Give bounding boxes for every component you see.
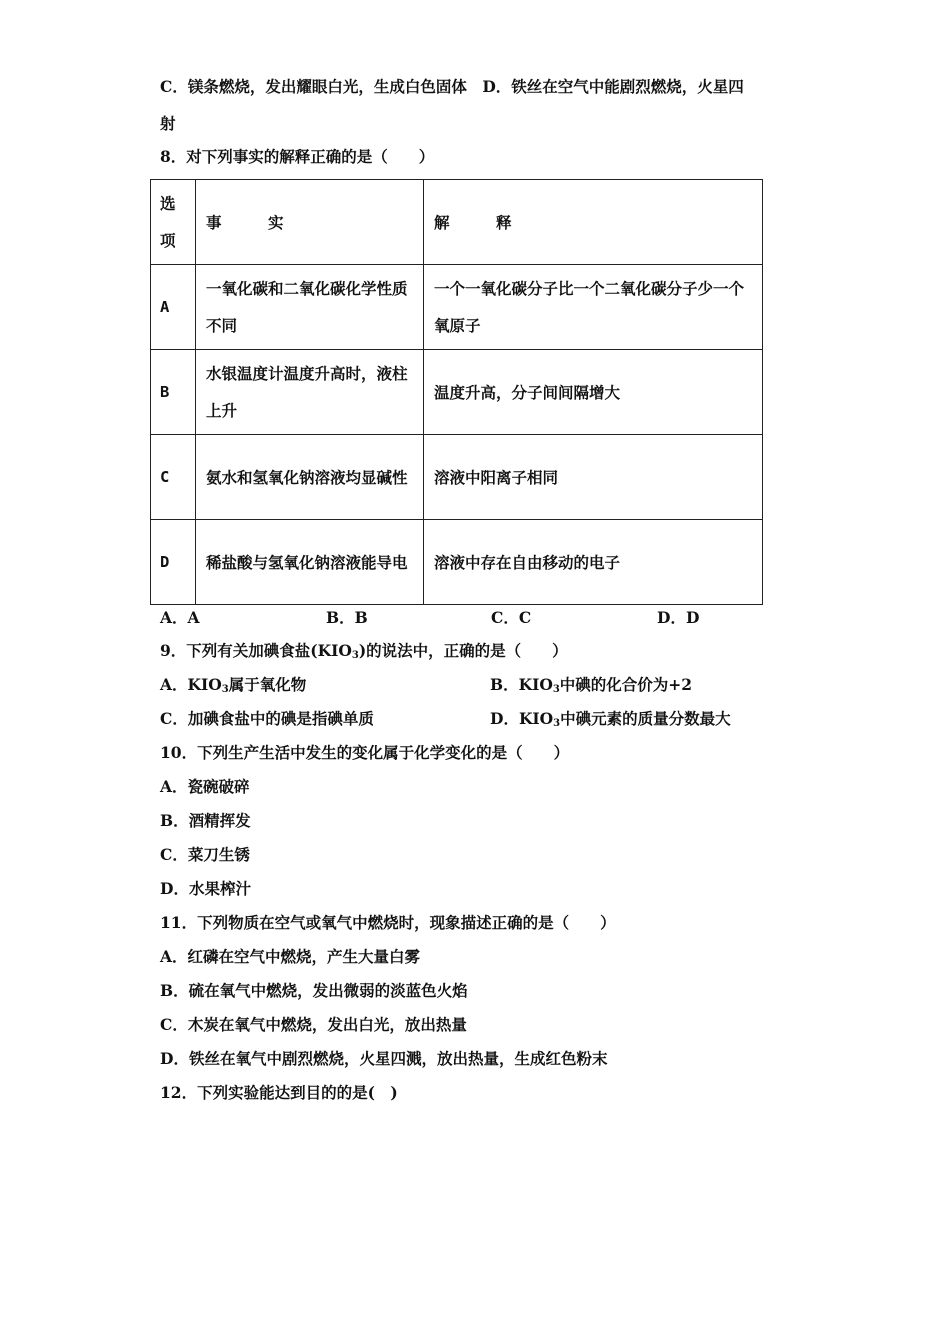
q9-option-a-post: 属于氧化物: [228, 675, 307, 694]
q9-option-a-sub: 3: [221, 684, 229, 695]
q10-option-b: B．酒精挥发: [160, 811, 251, 830]
row-fact: 稀盐酸与氢氧化钠溶液能导电: [196, 520, 424, 605]
row-key: D: [151, 520, 196, 605]
q8-stem: 8．对下列事实的解释正确的是（ ）: [160, 147, 435, 166]
row-key: B: [151, 350, 196, 435]
table-row: [151, 265, 763, 350]
table-row: [151, 350, 763, 435]
row-fact: 氨水和氢氧化钠溶液均显碱性: [196, 435, 424, 520]
row-fact: 一氧化碳和二氧化碳化学性质不同: [196, 265, 424, 350]
q8-table: [150, 179, 763, 605]
q9-option-b-post: 中碘的化合价为+2: [559, 675, 693, 694]
q11-option-d: D．铁丝在氧气中剧烈燃烧，火星四溅，放出热量，生成红色粉末: [160, 1049, 608, 1068]
row-explain: 溶液中存在自由移动的电子: [424, 520, 763, 605]
q9-option-a-pre: A．KIO: [160, 675, 222, 694]
q9-stem-pre: 9．下列有关加碘食盐(KIO: [160, 641, 352, 660]
row-explain: 溶液中阳离子相同: [424, 435, 763, 520]
q9-option-d-post: 中碘元素的质量分数最大: [560, 709, 731, 728]
header-fact: 事 实: [196, 180, 424, 265]
q10-option-d: D．水果榨汁: [160, 879, 251, 898]
header-option-char2: 项: [160, 231, 176, 250]
row-key: C: [151, 435, 196, 520]
q9-stem-sub: 3: [351, 650, 359, 661]
q10-stem: 10．下列生产生活中发生的变化属于化学变化的是（ ）: [160, 743, 570, 762]
q11-stem: 11．下列物质在空气或氧气中燃烧时，现象描述正确的是（ ）: [160, 913, 616, 932]
q11-option-a: A．红磷在空气中燃烧，产生大量白雾: [160, 947, 421, 966]
q7-option-c-d-line: C．镁条燃烧，发出耀眼白光，生成白色固体 D．铁丝在空气中能剧烈燃烧，火星四: [160, 77, 744, 96]
q10-option-c: C．菜刀生锈: [160, 845, 250, 864]
q11-option-b: B．硫在氧气中燃烧，发出微弱的淡蓝色火焰: [160, 981, 468, 1000]
row-key: A: [151, 265, 196, 350]
q10-option-a: A．瓷碗破碎: [160, 777, 250, 796]
table-header-row: [151, 180, 763, 265]
q9-option-c-text: C．加碘食盐中的碘是指碘单质: [160, 709, 374, 728]
q8-answer-d: D．D: [657, 608, 700, 627]
table-row: [151, 435, 763, 520]
q8-answer-c: C．C: [491, 608, 532, 627]
header-option-char1: 选: [160, 194, 176, 213]
header-option: [151, 180, 196, 265]
q9-option-d: [490, 709, 731, 729]
q12-stem: 12．下列实验能达到目的的是( ): [160, 1083, 398, 1102]
q7-option-d-continuation: 射: [160, 114, 176, 133]
q9-option-d-pre: D．KIO: [490, 709, 554, 728]
row-fact: 水银温度计温度升高时，液柱上升: [196, 350, 424, 435]
q9-stem-post: )的说法中，正确的是（ ）: [358, 641, 568, 660]
q9-option-c: [160, 709, 374, 729]
q9-stem: [160, 641, 568, 661]
row-explain: 温度升高，分子间间隔增大: [424, 350, 763, 435]
header-explain: 解 释: [424, 180, 763, 265]
q9-option-b-pre: B．KIO: [490, 675, 553, 694]
q8-answer-a: A．A: [160, 608, 200, 627]
q9-option-b-sub: 3: [552, 684, 560, 695]
q9-option-d-sub: 3: [553, 718, 561, 729]
q8-answer-b: B．B: [326, 608, 368, 627]
row-explain: 一个一氧化碳分子比一个二氧化碳分子少一个氧原子: [424, 265, 763, 350]
q9-option-b: [490, 675, 692, 695]
q9-option-a: [160, 675, 306, 695]
table-row: [151, 520, 763, 605]
q11-option-c: C．木炭在氧气中燃烧，发出白光，放出热量: [160, 1015, 467, 1034]
